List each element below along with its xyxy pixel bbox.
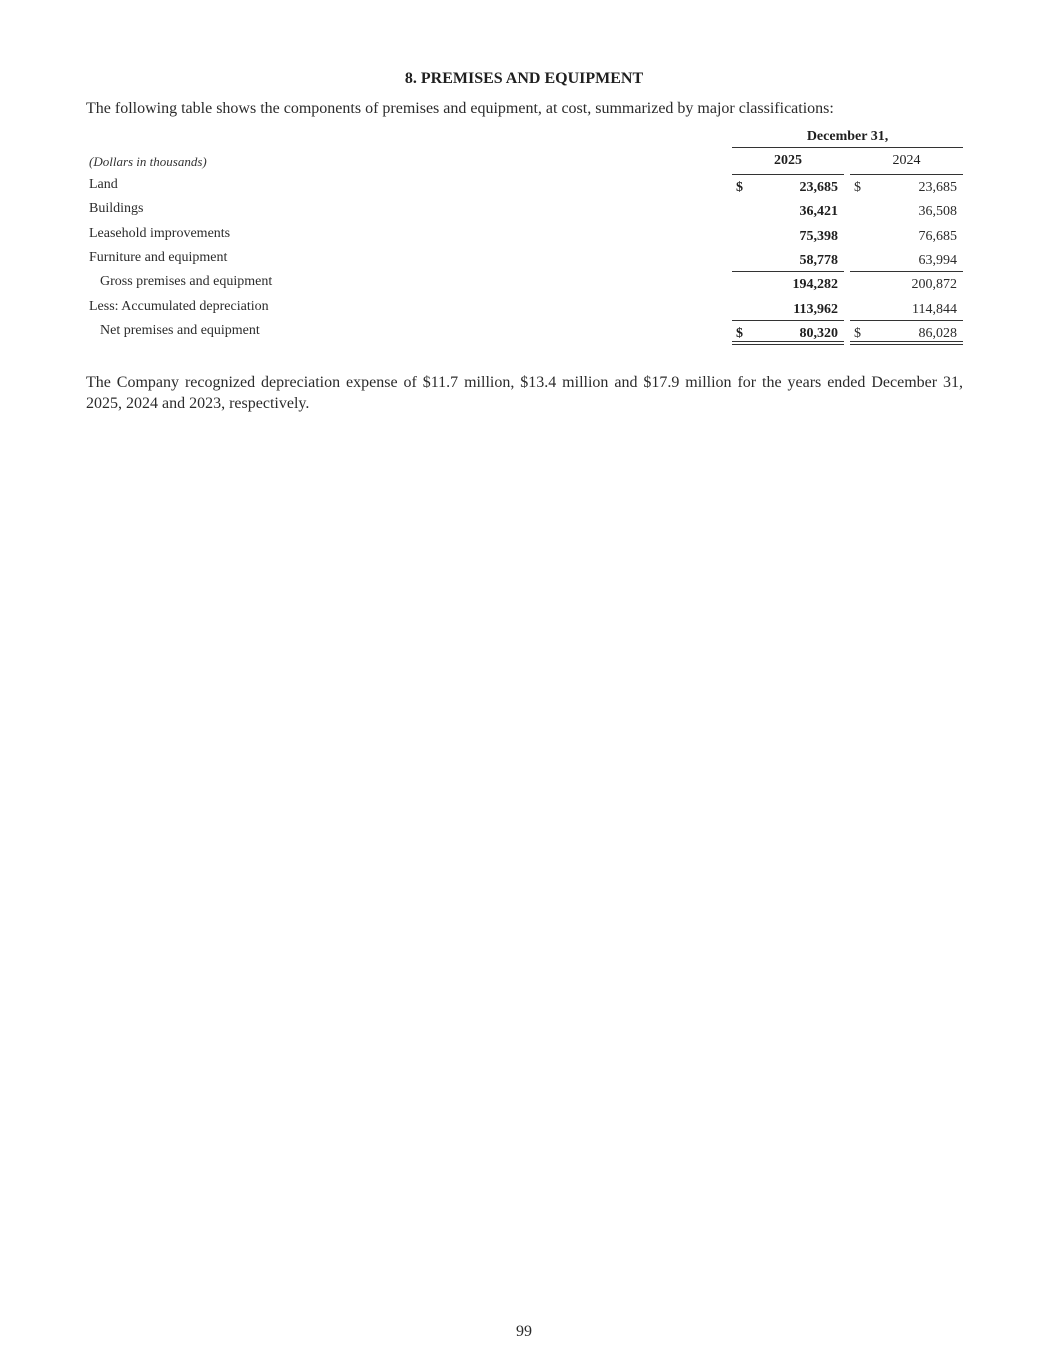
value-2025: 58,778 [799, 253, 838, 268]
row-label: Gross premises and equipment [100, 274, 273, 289]
row-label: Leasehold improvements [89, 226, 231, 241]
depreciation-note: The Company recognized depreciation expense of $11.7 million, $13.4 million and $17.9 million for the years ended December 31, 2025, 2024 and 2023, respectively. [86, 374, 963, 412]
table-row-furniture-equipment [86, 250, 963, 272]
value-2024-cell [850, 177, 963, 199]
value-2025-cell [732, 177, 844, 199]
table-row-land [86, 177, 963, 199]
value-2025: 113,962 [793, 302, 838, 317]
value-2025-cell [732, 299, 844, 321]
row-label: Net premises and equipment [100, 323, 260, 338]
value-2024-cell [850, 226, 963, 248]
units-label: (Dollars in thousands) [89, 154, 207, 169]
value-2025: 80,320 [799, 326, 838, 341]
value-2025: 23,685 [799, 180, 838, 195]
value-2025-cell [732, 250, 844, 272]
value-2024-cell [850, 250, 963, 272]
value-2024: 114,844 [912, 302, 957, 317]
row-label: Land [89, 177, 118, 192]
value-2025-cell [732, 226, 844, 248]
column-header-2025: 2025 [732, 153, 844, 175]
dollar-sign: $ [736, 180, 743, 195]
value-2024-cell [850, 274, 963, 296]
value-2024-cell [850, 323, 963, 345]
value-2024: 36,508 [918, 204, 957, 219]
value-2025-cell [732, 201, 844, 223]
table-row-leasehold-improvements [86, 226, 963, 248]
dollar-sign: $ [854, 180, 861, 195]
value-2024: 63,994 [918, 253, 957, 268]
value-2024-cell [850, 201, 963, 223]
table-row-buildings [86, 201, 963, 223]
table-row-gross-premises [86, 274, 963, 296]
page-number: 99 [516, 1323, 532, 1340]
intro-paragraph: The following table shows the components of premises and equipment, at cost, summarized by major classifications: [86, 100, 834, 117]
value-2025-cell [732, 323, 844, 345]
column-header-2024: 2024 [850, 153, 963, 175]
value-2025-cell [732, 274, 844, 296]
table-row-accumulated-depreciation [86, 299, 963, 321]
section-heading: 8. PREMISES AND EQUIPMENT [404, 70, 644, 87]
value-2024: 76,685 [918, 229, 957, 244]
row-label: Buildings [89, 201, 144, 216]
period-group-header: December 31, [732, 128, 963, 148]
table-row-net-premises [86, 323, 963, 345]
dollar-sign: $ [854, 326, 861, 341]
row-label: Less: Accumulated depreciation [89, 299, 269, 314]
value-2024: 200,872 [911, 277, 957, 292]
value-2025: 194,282 [792, 277, 838, 292]
row-label: Furniture and equipment [89, 250, 228, 265]
value-2025: 36,421 [799, 204, 838, 219]
dollar-sign: $ [736, 326, 743, 341]
value-2024: 23,685 [918, 180, 957, 195]
value-2024-cell [850, 299, 963, 321]
value-2025: 75,398 [799, 229, 838, 244]
value-2024: 86,028 [918, 326, 957, 341]
